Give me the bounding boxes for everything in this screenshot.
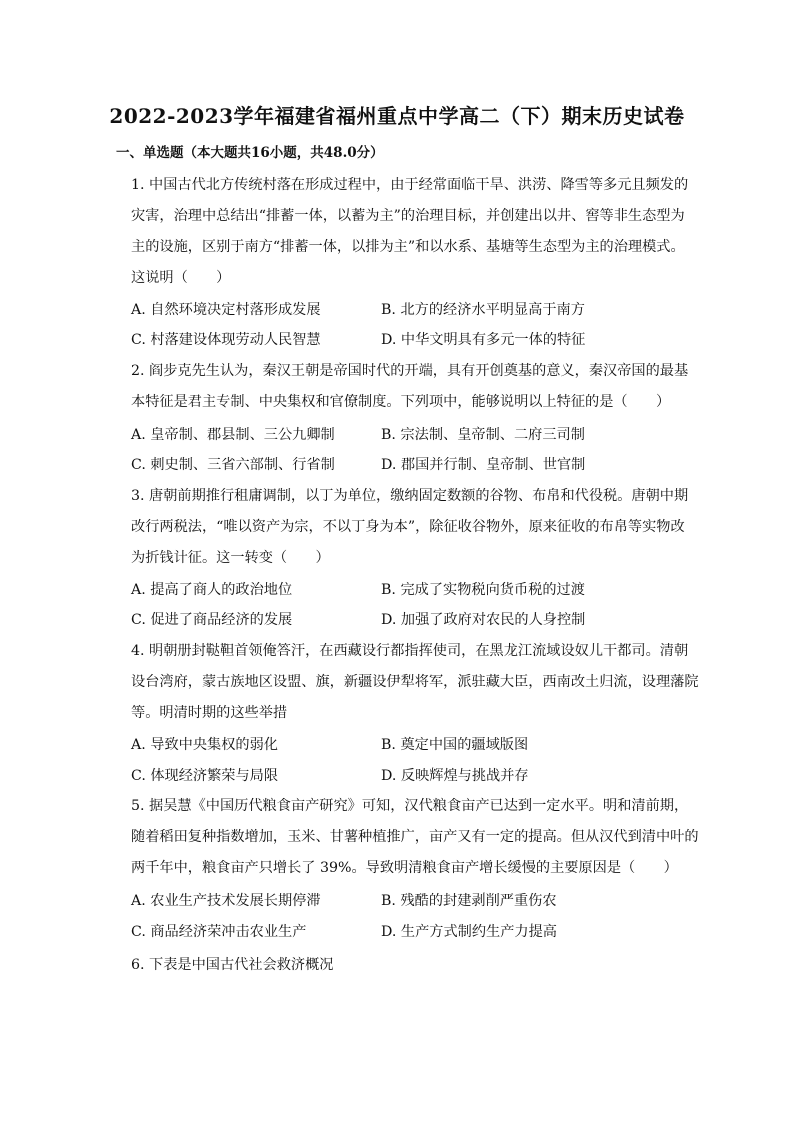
question-4-option-b: B. 奠定中国的疆域版图 (381, 737, 529, 753)
question-line: 改行两税法，“唯以资产为宗，不以丁身为本”，除征收谷物外，原来征收的布帛等实物改 (131, 519, 685, 535)
question-1-option-a: A. 自然环境决定村落形成发展 (131, 302, 321, 318)
question-line: 4. 明朝册封鞑靼首领俺答汗，在西藏设行都指挥使司，在黑龙江流域设奴儿干都司。清朝 (131, 643, 689, 659)
question-line: 两千年中，粮食亩产只增长了 39%。导致明清粮食亩产增长缓慢的主要原因是（ ） (131, 860, 678, 876)
question-1-option-d: D. 中华文明具有多元一体的特征 (381, 332, 586, 348)
question-4-option-c: C. 体现经济繁荣与局限 (131, 768, 279, 784)
question-2-option-d: D. 郡国并行制、皇帝制、世官制 (381, 457, 586, 473)
question-line: 为折钱计征。这一转变（ ） (131, 550, 330, 566)
question-5-option-b: B. 残酷的封建剥削严重伤农 (381, 893, 557, 909)
question-line: 等。明清时期的这些举措 (131, 705, 288, 721)
question-2-option-c: C. 刺史制、三省六部制、行省制 (131, 457, 335, 473)
question-line: 本特征是君主专制、中央集权和官僚制度。下列项中，能够说明以上特征的是（ ） (131, 394, 671, 410)
question-5-option-c: C. 商品经济荣冲击农业生产 (131, 924, 307, 940)
question-2-option-b: B. 宗法制、皇帝制、二府三司制 (381, 427, 585, 443)
question-4-option-d: D. 反映辉煌与挑战并存 (381, 768, 529, 784)
page-title: 2022-2023学年福建省福州重点中学高二（下）期末历史试卷 (109, 104, 685, 128)
section-heading: 一、单选题（本大题共16小题，共48.0分） (116, 145, 384, 161)
question-line: 6. 下表是中国古代社会救济概况 (131, 957, 334, 973)
question-2-option-a: A. 皇帝制、郡县制、三公九卿制 (131, 427, 335, 443)
question-5-option-d: D. 生产方式制约生产力提高 (381, 924, 557, 940)
question-3-stem (131, 481, 694, 574)
question-2-stem (131, 356, 694, 418)
question-5-option-a: A. 农业生产技术发展长期停滞 (131, 893, 321, 909)
question-line: 灾害，治理中总结出“排蓄一体，以蓄为主”的治理目标，并创建出以井、窖等非生态型为 (131, 208, 685, 224)
question-1-stem (131, 170, 694, 294)
question-line: 5. 据吴慧《中国历代粮食亩产研究》可知，汉代粮食亩产已达到一定水平。明和清前期， (131, 798, 689, 814)
question-line: 1. 中国古代北方传统村落在形成过程中，由于经常面临干旱、洪涝、降雪等多元且频发的 (131, 177, 689, 193)
question-line: 这说明（ ） (131, 270, 231, 286)
question-line: 设台湾府，蒙古族地区设盟、旗，新疆设伊犁将军，派驻藏大臣，西南改土归流，设理藩院 (131, 674, 699, 690)
question-5-stem (131, 791, 699, 884)
question-1-option-b: B. 北方的经济水平明显高于南方 (381, 302, 585, 318)
question-3-option-d: D. 加强了政府对农民的人身控制 (381, 612, 586, 628)
question-line: 2. 阎步克先生认为，秦汉王朝是帝国时代的开端，具有开创奠基的意义，秦汉帝国的最基 (131, 363, 689, 379)
question-1-option-c: C. 村落建设体现劳动人民智慧 (131, 332, 321, 348)
question-4-stem (131, 636, 699, 729)
question-3-option-c: C. 促进了商品经济的发展 (131, 612, 293, 628)
question-line: 主的设施，区别于南方“排蓄一体，以排为主”和以水系、基塘等生态型为主的治理模式。 (131, 239, 685, 255)
question-3-option-b: B. 完成了实物税向货币税的过渡 (381, 582, 585, 598)
question-line: 3. 唐朝前期推行租庸调制，以丁为单位，缴纳固定数额的谷物、布帛和代役税。唐朝中期 (131, 488, 689, 504)
question-6-stem (131, 950, 694, 981)
question-line: 随着稻田复种指数增加，玉米、甘薯种植推广，亩产又有一定的提高。但从汉代到清中叶的 (131, 829, 699, 845)
question-4-option-a: A. 导致中央集权的弱化 (131, 737, 278, 753)
question-3-option-a: A. 提高了商人的政治地位 (131, 582, 293, 598)
